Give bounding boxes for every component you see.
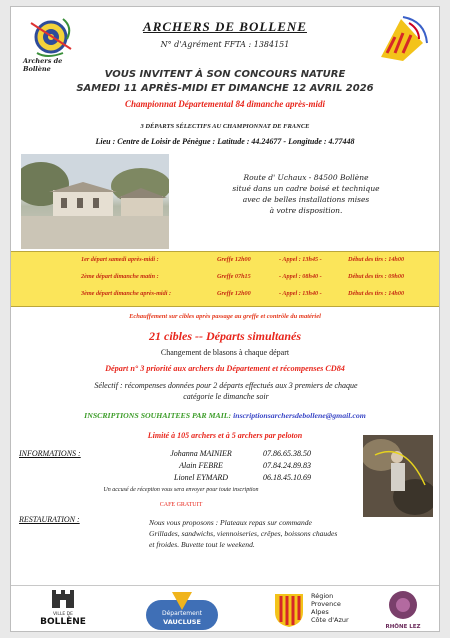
lieu-line: Lieu : Centre de Loisir de Pénègue : Latitude : 44.24677 - Longitude : 4.77448 bbox=[95, 137, 355, 146]
bollene-logo bbox=[33, 588, 93, 632]
logo-left-text: Archers de Bollène bbox=[23, 57, 63, 73]
invitation-line: VOUS INVITENT À SON CONCOURS NATURE bbox=[104, 69, 346, 80]
venue-address bbox=[216, 172, 396, 216]
restauration-label: RESTAURATION : bbox=[19, 515, 80, 524]
debut-time: Début des tirs : 14h00 bbox=[348, 290, 405, 297]
selectif-line: Sélectif : récompenses données pour 2 départs effectués aux 3 premiers de chaque bbox=[94, 381, 358, 390]
schedule-row bbox=[11, 256, 439, 272]
region-line: Côte d'Azur bbox=[311, 616, 349, 624]
schedule-row bbox=[11, 273, 439, 289]
depart-label: 2ème départ dimanche matin : bbox=[81, 273, 159, 280]
cafe-note: CAFE GRATUIT bbox=[159, 502, 203, 508]
greffe-time: Greffe 12h00 bbox=[217, 290, 251, 297]
agrement-number: N° d'Agrément FFTA : 1384151 bbox=[160, 40, 290, 49]
restauration-text bbox=[149, 517, 437, 550]
debut-time: Début des tirs : 14h00 bbox=[348, 256, 405, 263]
greffe-time: Greffe 07h15 bbox=[217, 273, 251, 280]
contact-name: Johanna MAINIER bbox=[170, 449, 232, 458]
selectif-line: catégorie le dimanche soir bbox=[183, 392, 269, 401]
contact-phone: 07.84.24.89.83 bbox=[263, 461, 311, 470]
appel-time: - Appel : 13h40 - bbox=[279, 290, 322, 297]
region-shield-icon bbox=[273, 592, 305, 628]
limite-note: Limité à 105 archers et à 5 archers par peloton bbox=[147, 431, 303, 440]
address-line: avec de belles installations mises bbox=[242, 195, 370, 204]
poster bbox=[10, 6, 440, 632]
depart-label: 3ème départ dimanche après-midi : bbox=[81, 290, 172, 297]
contact-row bbox=[11, 473, 361, 485]
departement-text: Département bbox=[162, 610, 202, 617]
restauration-line: Nous vous proposons : Plateaux repas sur commande bbox=[149, 518, 312, 527]
depart3-note: Départ n° 3 priorité aux archers du Département et récompenses CD84 bbox=[105, 364, 345, 373]
rhone-lez-text: RHÔNE LEZ bbox=[385, 624, 421, 630]
selectif-note bbox=[41, 380, 411, 402]
contact-phone: 06.18.45.10.69 bbox=[263, 473, 311, 482]
inscriptions-label: INSCRIPTIONS SOUHAITEES PAR MAIL: bbox=[84, 411, 232, 420]
date-line: SAMEDI 11 APRÈS-MIDI ET DIMANCHE 12 AVRIL 2026 bbox=[76, 83, 374, 94]
cibles-heading: 21 cibles -- Départs simultanés bbox=[149, 329, 301, 343]
bollene-text: BOLLÈNE bbox=[40, 617, 86, 627]
archer-photo bbox=[363, 435, 433, 517]
region-line: Région bbox=[311, 592, 334, 600]
region-line: Provence bbox=[311, 600, 341, 608]
changement-note: Changement de blasons à chaque départ bbox=[160, 348, 290, 357]
greffe-time: Greffe 12h00 bbox=[217, 256, 251, 263]
selectifs-line: 3 DÉPARTS SÉLECTIFS AU CHAMPIONNAT DE FRANCE bbox=[140, 123, 310, 130]
schedule-band bbox=[11, 251, 439, 307]
vaucluse-logo bbox=[144, 588, 220, 632]
appel-time: - Appel : 13h45 - bbox=[279, 256, 322, 263]
inscriptions-line bbox=[11, 411, 439, 420]
rhone-lez-logo bbox=[373, 590, 433, 632]
venue-photo bbox=[21, 154, 169, 249]
restauration-line: et froides. Buvette tout le weekend. bbox=[149, 540, 255, 549]
address-line: Route d' Uchaux - 84500 Bollène bbox=[243, 173, 369, 182]
sponsors-footer bbox=[11, 585, 439, 632]
castle-icon bbox=[48, 588, 78, 608]
region-text bbox=[311, 592, 349, 624]
contact-name: Lionel EYMARD bbox=[174, 473, 228, 482]
region-line: Alpes bbox=[311, 608, 329, 616]
address-line: situé dans un cadre boisé et technique bbox=[232, 184, 380, 193]
informations-label: INFORMATIONS : bbox=[19, 449, 81, 458]
contact-name: Alain FEBRE bbox=[179, 461, 223, 470]
contact-row bbox=[11, 449, 361, 461]
contact-row bbox=[11, 461, 361, 473]
appel-time: - Appel : 08h40 - bbox=[279, 273, 322, 280]
echauffement-note: Echauffement sur cibles après passage au greffe et contrôle du matériel bbox=[129, 313, 321, 320]
championnat-line: Championnat Départemental 84 dimanche après-midi bbox=[124, 99, 325, 109]
ville-de-text: VILLE DE bbox=[52, 612, 73, 617]
accuse-note: Un accusé de réception vous sera envoyer pour toute inscription bbox=[103, 487, 259, 493]
schedule-row bbox=[11, 290, 439, 306]
vaucluse-text: VAUCLUSE bbox=[163, 618, 201, 626]
restauration-line: Grillades, sandwichs, viennoiseries, crêpes, boissons chaudes bbox=[149, 529, 338, 538]
contact-phone: 07.86.65.38.50 bbox=[263, 449, 311, 458]
debut-time: Début des tirs : 09h00 bbox=[348, 273, 405, 280]
inscriptions-email-link[interactable]: inscriptionsarchersdebollene@gmail.com bbox=[233, 411, 366, 420]
page-title: ARCHERS DE BOLLENE bbox=[143, 19, 307, 34]
depart-label: 1er départ samedi après-midi : bbox=[81, 256, 159, 263]
address-line: à votre disposition. bbox=[269, 206, 343, 215]
